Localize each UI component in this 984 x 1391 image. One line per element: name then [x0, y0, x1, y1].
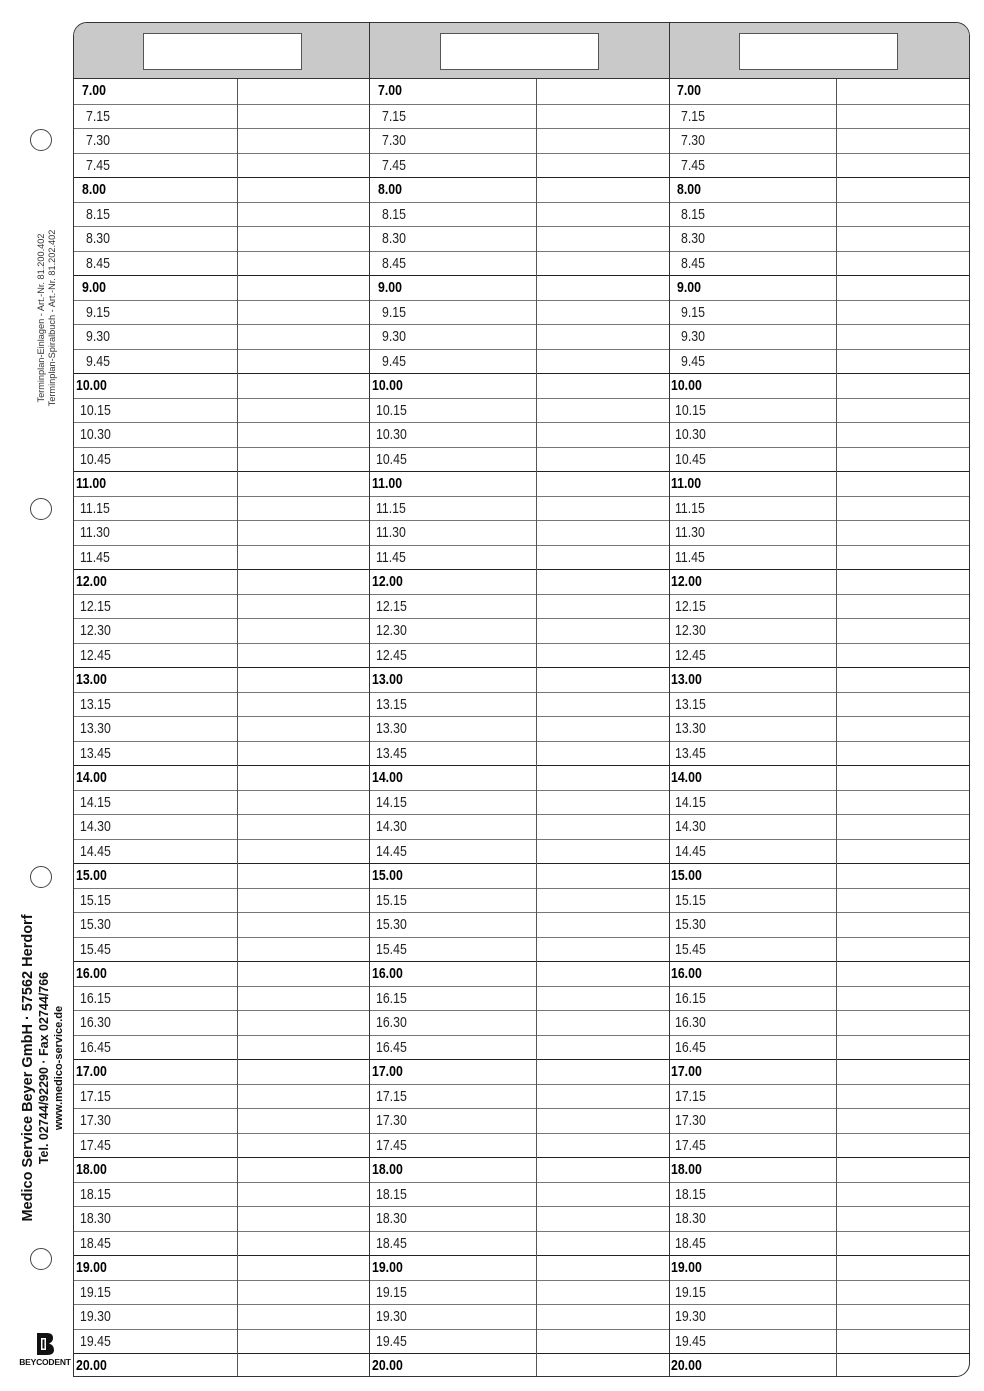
time-label: 20.00 [76, 1357, 107, 1375]
time-row[interactable] [74, 128, 969, 153]
time-label: 14.00 [372, 769, 403, 787]
time-row[interactable] [74, 1059, 969, 1084]
time-label: 11.45 [675, 548, 705, 566]
time-label: 18.45 [376, 1234, 407, 1252]
time-row[interactable] [74, 1304, 969, 1329]
note-divider [536, 79, 537, 1376]
time-label: 10.15 [675, 401, 706, 419]
time-label: 7.45 [86, 156, 110, 174]
time-label: 16.15 [376, 989, 407, 1007]
time-label: 8.30 [382, 230, 406, 248]
company-web: www.medico-service.de [53, 1005, 65, 1131]
time-label: 16.30 [80, 1014, 111, 1032]
time-row[interactable] [74, 104, 969, 129]
time-label: 8.45 [86, 254, 110, 272]
time-label: 18.00 [372, 1161, 403, 1179]
time-label: 19.00 [76, 1259, 107, 1277]
time-label: 7.00 [82, 82, 106, 100]
time-label: 19.45 [675, 1332, 706, 1350]
binder-hole [30, 1248, 52, 1270]
time-label: 7.15 [681, 107, 705, 125]
time-label: 13.00 [372, 671, 403, 689]
time-label: 19.45 [80, 1332, 111, 1350]
time-label: 8.15 [681, 205, 705, 223]
time-label: 11.00 [372, 475, 403, 493]
column-divider [369, 23, 370, 1376]
time-row[interactable] [74, 251, 969, 276]
time-label: 8.15 [86, 205, 110, 223]
time-label: 11.45 [376, 548, 406, 566]
article-line-1: Terminplan-Einlagen - Art.-Nr. 81.200.402 [36, 233, 46, 403]
binder-hole [30, 498, 52, 520]
logo-mark-icon [35, 1332, 55, 1356]
time-label: 13.15 [675, 695, 706, 713]
time-label: 12.00 [372, 573, 403, 591]
time-row[interactable] [74, 1231, 969, 1256]
time-label: 9.30 [681, 328, 705, 346]
time-label: 18.30 [80, 1210, 111, 1228]
time-label: 16.45 [675, 1038, 706, 1056]
time-row[interactable] [74, 667, 969, 692]
time-row[interactable] [74, 986, 969, 1011]
time-label: 17.30 [675, 1112, 706, 1130]
time-label: 7.00 [378, 82, 402, 100]
time-row[interactable] [74, 594, 969, 619]
time-label: 18.15 [376, 1185, 407, 1203]
time-row[interactable] [74, 1157, 969, 1182]
time-label: 18.45 [675, 1234, 706, 1252]
time-row[interactable] [74, 814, 969, 839]
time-label: 17.30 [80, 1112, 111, 1130]
time-row[interactable] [74, 716, 969, 741]
time-label: 8.30 [86, 230, 110, 248]
time-label: 16.45 [376, 1038, 407, 1056]
time-label: 18.00 [76, 1161, 107, 1179]
time-label: 14.00 [671, 769, 702, 787]
time-label: 7.00 [677, 82, 701, 100]
time-label: 10.30 [675, 426, 706, 444]
time-label: 15.45 [80, 940, 111, 958]
schedule-grid [73, 22, 970, 1377]
column-divider [669, 23, 670, 1376]
time-label: 17.45 [376, 1136, 407, 1154]
time-label: 11.30 [376, 524, 406, 542]
time-label: 15.00 [76, 867, 107, 885]
binder-hole [30, 129, 52, 151]
time-row[interactable] [74, 765, 969, 790]
time-label: 14.30 [376, 818, 407, 836]
time-label: 9.00 [82, 279, 106, 297]
time-label: 10.45 [376, 450, 407, 468]
time-row[interactable] [74, 1035, 969, 1060]
time-label: 15.45 [376, 940, 407, 958]
time-row[interactable] [74, 1182, 969, 1207]
time-label: 11.00 [76, 475, 107, 493]
time-label: 13.00 [76, 671, 107, 689]
note-divider [237, 79, 238, 1376]
day-field-3[interactable] [739, 33, 898, 70]
time-label: 8.30 [681, 230, 705, 248]
time-label: 15.30 [675, 916, 706, 934]
time-label: 17.00 [372, 1063, 403, 1081]
time-row[interactable] [74, 741, 969, 766]
time-row[interactable] [74, 373, 969, 398]
time-label: 16.15 [675, 989, 706, 1007]
time-row[interactable] [74, 912, 969, 937]
time-label: 12.30 [376, 622, 407, 640]
time-label: 13.30 [80, 720, 111, 738]
time-row[interactable] [74, 177, 969, 202]
time-label: 15.15 [376, 891, 407, 909]
time-label: 9.30 [382, 328, 406, 346]
time-label: 12.45 [376, 646, 407, 664]
time-label: 7.15 [382, 107, 406, 125]
time-label: 14.30 [80, 818, 111, 836]
time-label: 13.00 [671, 671, 702, 689]
time-label: 20.00 [372, 1357, 403, 1375]
time-label: 13.30 [376, 720, 407, 738]
time-label: 14.15 [376, 793, 407, 811]
time-label: 12.15 [376, 597, 407, 615]
time-label: 7.30 [681, 132, 705, 150]
time-label: 13.45 [675, 744, 706, 762]
time-label: 11.30 [80, 524, 110, 542]
time-label: 20.00 [671, 1357, 702, 1375]
time-label: 18.15 [80, 1185, 111, 1203]
time-label: 8.15 [382, 205, 406, 223]
time-row[interactable] [74, 839, 969, 864]
time-label: 7.45 [681, 156, 705, 174]
time-label: 11.15 [376, 499, 406, 517]
time-label: 12.30 [80, 622, 111, 640]
time-label: 15.30 [80, 916, 111, 934]
time-label: 8.00 [677, 181, 701, 199]
logo-brand: BEYCODENT [19, 1357, 71, 1367]
time-row[interactable] [74, 398, 969, 423]
time-row[interactable] [74, 79, 969, 104]
time-label: 11.00 [671, 475, 702, 493]
time-row[interactable] [74, 349, 969, 374]
time-label: 14.00 [76, 769, 107, 787]
time-label: 15.00 [671, 867, 702, 885]
time-label: 12.00 [671, 573, 702, 591]
time-label: 8.00 [378, 181, 402, 199]
time-row[interactable] [74, 275, 969, 300]
time-row[interactable] [74, 471, 969, 496]
time-label: 9.45 [681, 352, 705, 370]
time-label: 14.15 [80, 793, 111, 811]
time-label: 14.45 [80, 842, 111, 860]
time-row[interactable] [74, 447, 969, 472]
time-row[interactable] [74, 961, 969, 986]
time-label: 17.30 [376, 1112, 407, 1130]
time-label: 16.30 [376, 1014, 407, 1032]
note-divider [836, 79, 837, 1376]
time-label: 10.45 [675, 450, 706, 468]
time-label: 9.00 [378, 279, 402, 297]
time-label: 9.15 [382, 303, 406, 321]
time-label: 17.15 [376, 1087, 407, 1105]
time-label: 18.30 [675, 1210, 706, 1228]
time-row[interactable] [74, 888, 969, 913]
time-row[interactable] [74, 520, 969, 545]
time-label: 7.15 [86, 107, 110, 125]
time-label: 15.15 [80, 891, 111, 909]
time-label: 7.45 [382, 156, 406, 174]
time-row[interactable] [74, 643, 969, 668]
time-label: 10.00 [671, 377, 702, 395]
time-label: 17.00 [671, 1063, 702, 1081]
time-row[interactable] [74, 422, 969, 447]
company-info [16, 912, 70, 1224]
time-row[interactable] [74, 1108, 969, 1133]
time-label: 13.15 [376, 695, 407, 713]
time-label: 19.30 [675, 1308, 706, 1326]
time-row[interactable] [74, 1084, 969, 1109]
beycodent-logo [16, 1332, 74, 1367]
time-row[interactable] [74, 937, 969, 962]
time-label: 17.45 [80, 1136, 111, 1154]
time-label: 18.15 [675, 1185, 706, 1203]
time-label: 14.45 [675, 842, 706, 860]
time-label: 19.45 [376, 1332, 407, 1350]
time-label: 12.00 [76, 573, 107, 591]
time-label: 19.30 [376, 1308, 407, 1326]
time-label: 9.15 [86, 303, 110, 321]
time-row[interactable] [74, 545, 969, 570]
time-row[interactable] [74, 496, 969, 521]
time-label: 17.00 [76, 1063, 107, 1081]
time-row[interactable] [74, 1280, 969, 1305]
time-label: 15.30 [376, 916, 407, 934]
day-field-1[interactable] [143, 33, 302, 70]
company-name: Medico Service Beyer GmbH · 57562 Herdorf [20, 914, 36, 1222]
time-row[interactable] [74, 618, 969, 643]
time-row[interactable] [74, 153, 969, 178]
time-label: 16.00 [671, 965, 702, 983]
time-label: 9.45 [382, 352, 406, 370]
time-label: 18.30 [376, 1210, 407, 1228]
time-row[interactable] [74, 1010, 969, 1035]
time-label: 12.15 [80, 597, 111, 615]
time-label: 11.15 [80, 499, 110, 517]
time-label: 10.15 [80, 401, 111, 419]
time-label: 16.45 [80, 1038, 111, 1056]
time-row[interactable] [74, 300, 969, 325]
time-row[interactable] [74, 1353, 969, 1377]
time-label: 19.15 [80, 1283, 111, 1301]
time-label: 19.00 [372, 1259, 403, 1277]
time-label: 16.15 [80, 989, 111, 1007]
time-label: 19.00 [671, 1259, 702, 1277]
time-label: 14.30 [675, 818, 706, 836]
time-label: 9.30 [86, 328, 110, 346]
time-label: 17.15 [675, 1087, 706, 1105]
time-row[interactable] [74, 202, 969, 227]
time-label: 10.30 [80, 426, 111, 444]
time-row[interactable] [74, 863, 969, 888]
time-label: 7.30 [86, 132, 110, 150]
binder-hole [30, 866, 52, 888]
time-label: 10.00 [372, 377, 403, 395]
time-label: 15.00 [372, 867, 403, 885]
time-label: 12.45 [675, 646, 706, 664]
time-row[interactable] [74, 569, 969, 594]
time-label: 14.45 [376, 842, 407, 860]
time-label: 18.00 [671, 1161, 702, 1179]
time-label: 12.45 [80, 646, 111, 664]
company-phone: Tel. 02744/92290 · Fax 02744/766 [37, 971, 51, 1165]
time-label: 7.30 [382, 132, 406, 150]
article-number-note [30, 222, 64, 414]
time-label: 19.15 [675, 1283, 706, 1301]
time-row[interactable] [74, 790, 969, 815]
time-label: 13.30 [675, 720, 706, 738]
time-label: 13.45 [376, 744, 407, 762]
time-label: 8.00 [82, 181, 106, 199]
time-label: 14.15 [675, 793, 706, 811]
time-label: 11.30 [675, 524, 705, 542]
time-label: 9.15 [681, 303, 705, 321]
time-label: 15.15 [675, 891, 706, 909]
time-label: 16.00 [76, 965, 107, 983]
time-label: 12.30 [675, 622, 706, 640]
time-row[interactable] [74, 1255, 969, 1280]
time-label: 15.45 [675, 940, 706, 958]
time-label: 9.45 [86, 352, 110, 370]
time-row[interactable] [74, 692, 969, 717]
time-row[interactable] [74, 1206, 969, 1231]
time-label: 10.30 [376, 426, 407, 444]
article-line-2: Terminplan-Spiralbuch - Art.-Nr. 81.202.402 [47, 229, 57, 407]
time-row[interactable] [74, 1133, 969, 1158]
time-label: 16.00 [372, 965, 403, 983]
time-row[interactable] [74, 324, 969, 349]
time-label: 17.45 [675, 1136, 706, 1154]
time-label: 16.30 [675, 1014, 706, 1032]
time-label: 11.15 [675, 499, 705, 517]
time-label: 13.45 [80, 744, 111, 762]
time-label: 19.30 [80, 1308, 111, 1326]
time-label: 13.15 [80, 695, 111, 713]
time-label: 9.00 [677, 279, 701, 297]
time-label: 10.15 [376, 401, 407, 419]
time-label: 19.15 [376, 1283, 407, 1301]
column-header-bar [74, 23, 969, 79]
time-label: 10.00 [76, 377, 107, 395]
time-row[interactable] [74, 1329, 969, 1354]
time-label: 18.45 [80, 1234, 111, 1252]
time-label: 10.45 [80, 450, 111, 468]
time-label: 12.15 [675, 597, 706, 615]
time-label: 17.15 [80, 1087, 111, 1105]
time-label: 8.45 [681, 254, 705, 272]
day-field-2[interactable] [440, 33, 599, 70]
time-label: 11.45 [80, 548, 110, 566]
time-row[interactable] [74, 226, 969, 251]
time-label: 8.45 [382, 254, 406, 272]
